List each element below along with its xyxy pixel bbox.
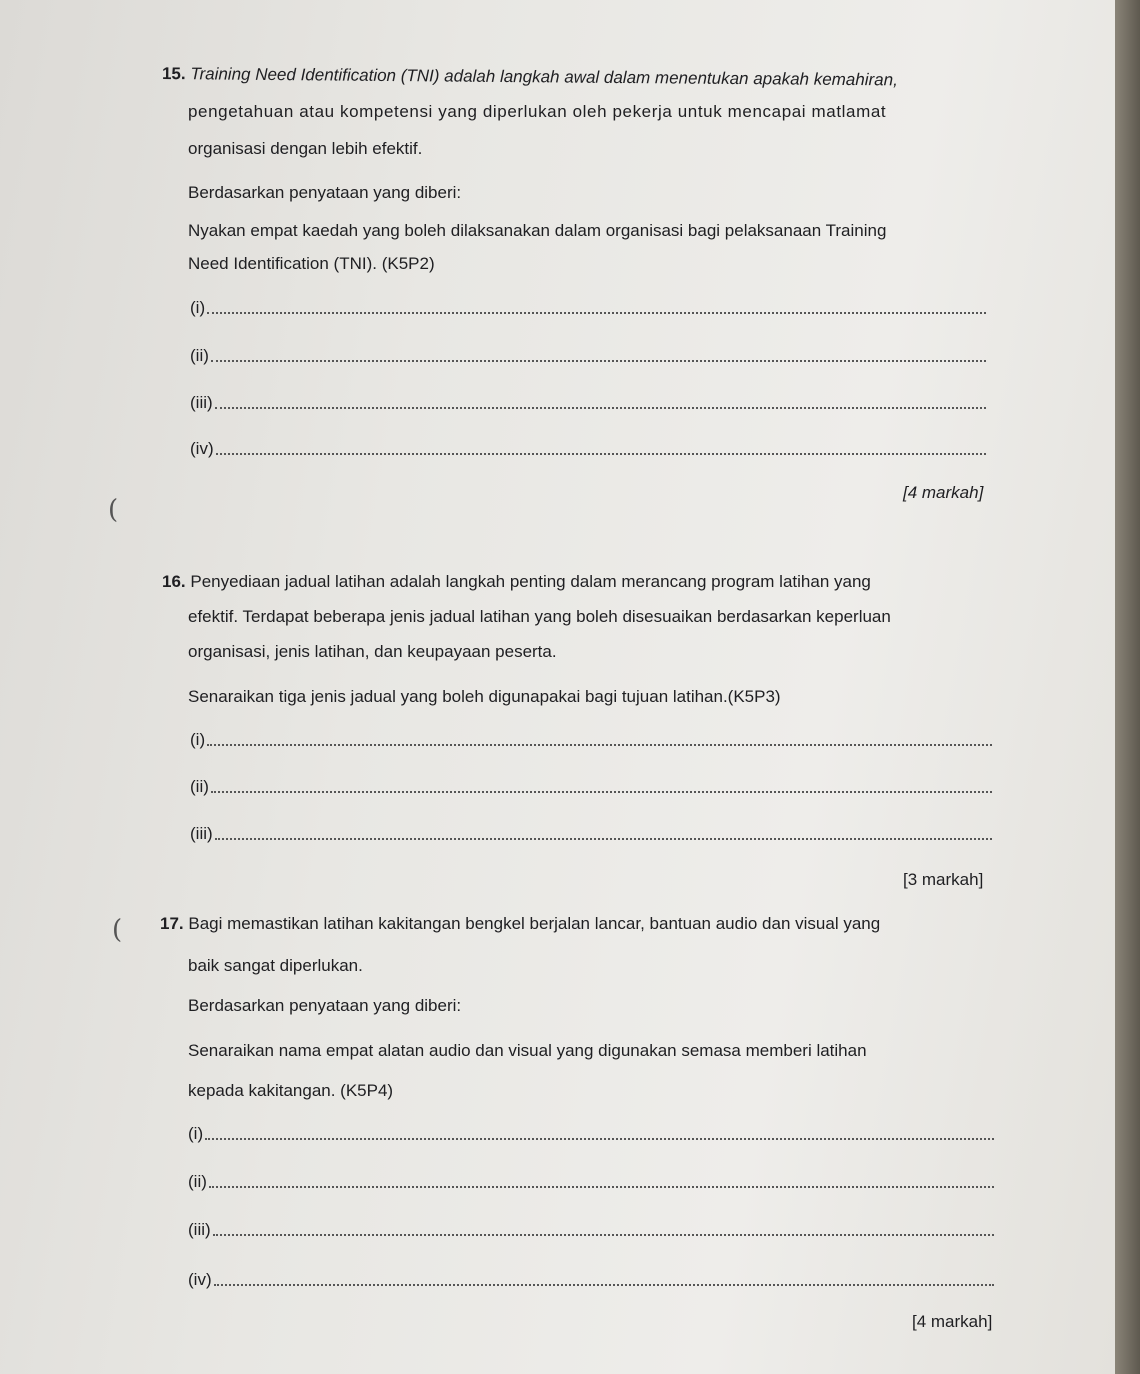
dotted-line xyxy=(211,791,992,793)
q17-label-iii: (iii) xyxy=(188,1220,211,1239)
q16-intro-2: efektif. Terdapat beberapa jenis jadual latihan yang boleh disesuaikan berdasarkan keperluan xyxy=(188,607,891,626)
q15-task-1: Nyakan empat kaedah yang boleh dilaksanakan dalam organisasi bagi pelaksanaan Training xyxy=(188,221,887,240)
q16-label-iii: (iii) xyxy=(190,824,213,843)
q17-answer-iii[interactable] xyxy=(188,1218,994,1240)
margin-mark: ( xyxy=(112,915,123,945)
q16-answer-ii[interactable] xyxy=(190,775,992,797)
q15-number: 15. xyxy=(161,64,186,84)
q17-answer-iv[interactable] xyxy=(188,1268,994,1290)
q17-label-i: (i) xyxy=(188,1124,204,1143)
q17-intro-1: Bagi memastikan latihan kakitangan bengkel berjalan lancar, bantuan audio dan visual yang xyxy=(188,914,881,933)
q15-label-iv: (iv) xyxy=(190,439,214,458)
dotted-line xyxy=(207,312,986,314)
q15-label-ii: (ii) xyxy=(190,346,209,365)
q17-marks: [4 markah] xyxy=(912,1312,993,1331)
q15-intro-1: Training Need Identification (TNI) adalah langkah awal dalam menentukan apakah kemahiran, xyxy=(190,64,898,90)
dotted-line xyxy=(205,1138,994,1140)
q17-task-1: Senaraikan nama empat alatan audio dan visual yang digunakan semasa memberi latihan xyxy=(188,1041,867,1060)
q17-label-iv: (iv) xyxy=(188,1270,212,1289)
page-edge-background xyxy=(1115,0,1140,1374)
q15-intro-3: organisasi dengan lebih efektif. xyxy=(188,139,423,158)
q17-answer-i[interactable] xyxy=(188,1122,994,1144)
q17-intro-2: baik sangat diperlukan. xyxy=(188,956,363,975)
q16-marks: [3 markah] xyxy=(903,870,984,889)
dotted-line xyxy=(216,453,986,455)
q17-answer-ii[interactable] xyxy=(188,1170,994,1192)
q17-line-1 xyxy=(160,913,880,935)
q15-prompt: Berdasarkan penyataan yang diberi: xyxy=(188,183,462,202)
q17-number: 17. xyxy=(160,914,184,933)
q15-line-1 xyxy=(162,63,898,91)
q16-label-ii: (ii) xyxy=(190,777,209,796)
dotted-line xyxy=(213,1234,994,1236)
q15-label-iii: (iii) xyxy=(190,393,213,412)
q16-number: 16. xyxy=(162,572,186,591)
dotted-line xyxy=(215,838,992,840)
q15-label-i: (i) xyxy=(190,298,206,317)
dotted-line xyxy=(209,1186,994,1188)
q16-intro-1: Penyediaan jadual latihan adalah langkah penting dalam merancang program latihan yang xyxy=(190,572,871,591)
dotted-line xyxy=(211,360,986,362)
dotted-line xyxy=(207,744,992,746)
q15-marks: [4 markah] xyxy=(903,483,984,502)
dotted-line xyxy=(214,1284,994,1286)
margin-mark: ( xyxy=(108,495,119,525)
q15-answer-i[interactable] xyxy=(190,296,986,318)
q16-answer-i[interactable] xyxy=(190,728,992,750)
q15-intro-2: pengetahuan atau kompetensi yang diperlukan oleh pekerja untuk mencapai matlamat xyxy=(188,102,887,121)
q15-answer-ii[interactable] xyxy=(190,344,986,366)
q17-prompt: Berdasarkan penyataan yang diberi: xyxy=(188,996,462,1015)
q16-label-i: (i) xyxy=(190,730,206,749)
dotted-line xyxy=(215,407,986,409)
q16-task-1: Senaraikan tiga jenis jadual yang boleh digunapakai bagi tujuan latihan.(K5P3) xyxy=(188,687,781,706)
q15-answer-iv[interactable] xyxy=(190,437,986,459)
q16-answer-iii[interactable] xyxy=(190,822,992,844)
q15-answer-iii[interactable] xyxy=(190,391,986,413)
q17-label-ii: (ii) xyxy=(188,1172,207,1191)
q15-task-2: Need Identification (TNI). (K5P2) xyxy=(188,254,435,273)
q16-line-1 xyxy=(162,571,871,593)
q16-intro-3: organisasi, jenis latihan, dan keupayaan peserta. xyxy=(188,642,557,661)
q17-task-2: kepada kakitangan. (K5P4) xyxy=(188,1081,394,1100)
